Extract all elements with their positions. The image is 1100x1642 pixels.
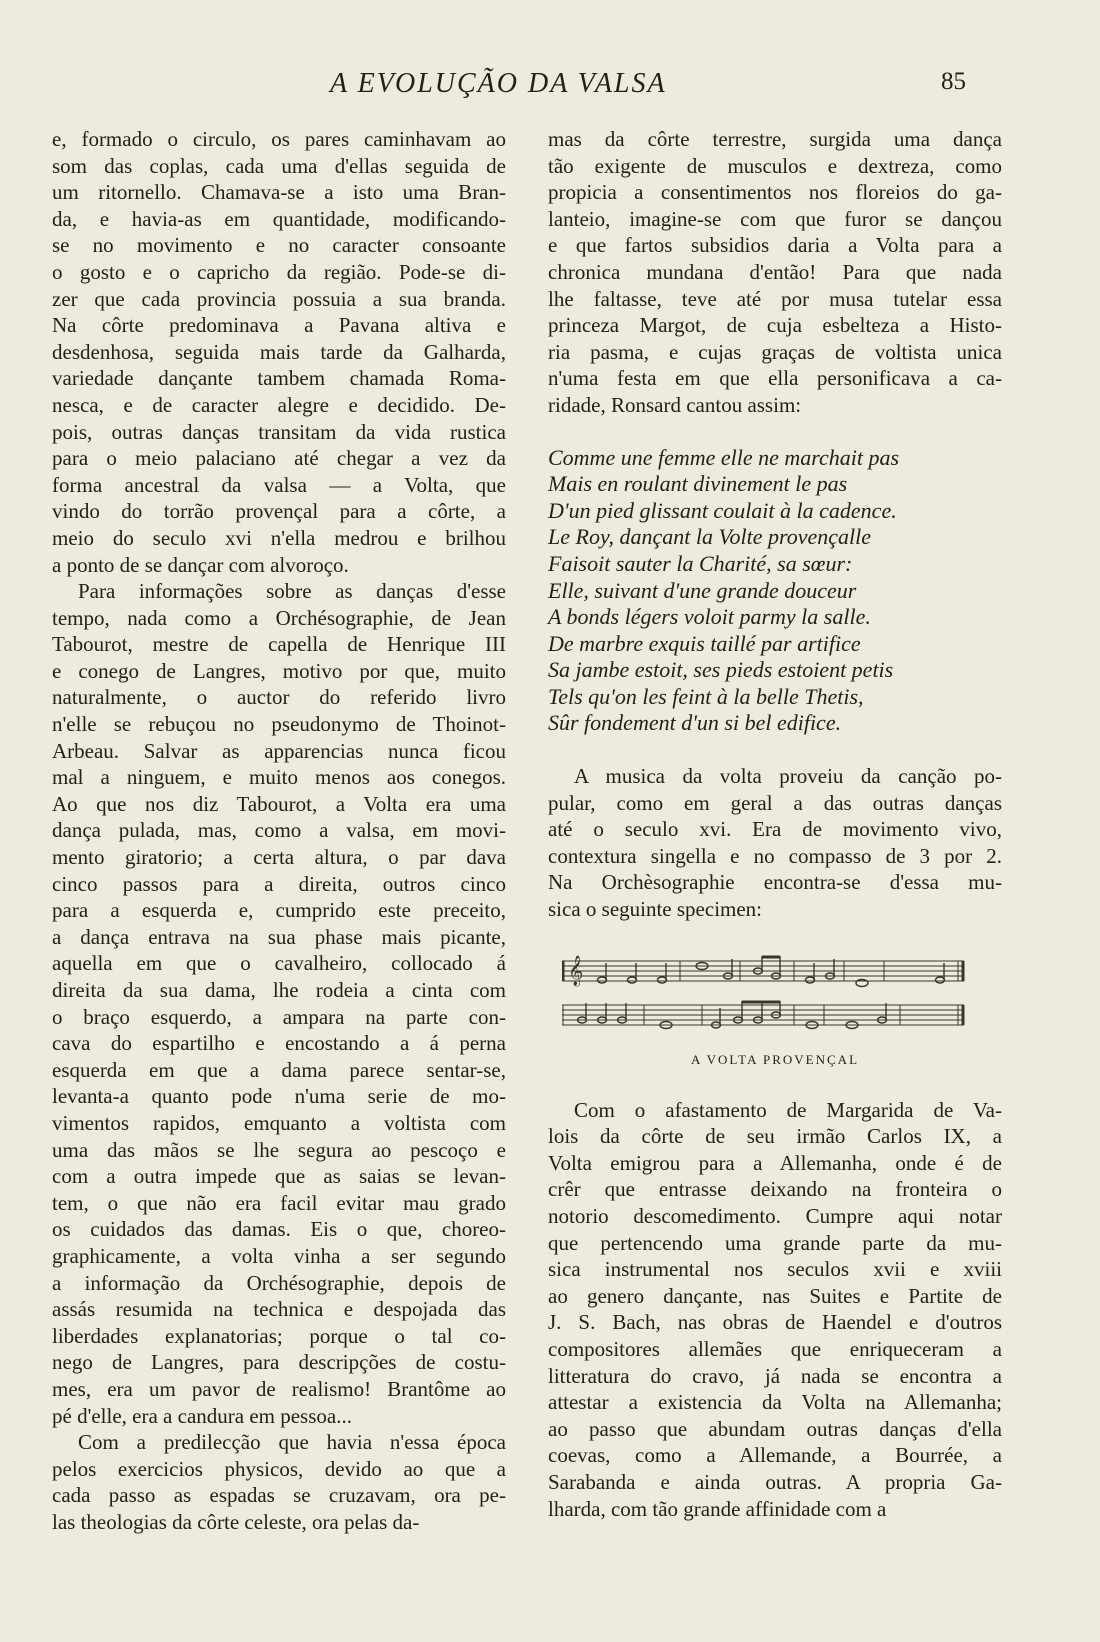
text-line: contextura singella e no compasso de 3 por 2. [548,843,1002,868]
text-line: sica o seguinte specimen: [548,897,763,922]
music-score [562,943,982,1039]
text-line: da, e havia-as em quantidade, modificando- [52,206,506,231]
poem-line: Faisoit sauter la Charité, sa sœur: [548,550,853,576]
paragraph [52,126,506,578]
text-line: Na Orchèsographie encontra-se d'essa mu- [548,870,1002,895]
running-title: A EVOLUÇÃO DA VALSA [330,68,667,99]
text-line: mal a ninguem, e muito menos aos conegos. [52,765,506,790]
text-line: pular, como em geral a das outras danças [548,790,1002,815]
text-line: las theologias da côrte celeste, ora pelas da- [52,1509,420,1534]
text-line: desdenhosa, seguida mais tarde da Galharda, [52,339,506,364]
text-line: n'uma festa em que ella personificava a ca- [548,366,1002,391]
poem-line: Tels qu'on les feint à la belle Thetis, [548,683,864,709]
poem-line: Le Roy, dançant la Volte provençalle [548,524,871,550]
text-line: ao genero dançante, nas Suites e Partite de [548,1283,1002,1308]
text-line: a ponto de se dançar com alvoroço. [52,552,349,577]
staff-2 [562,1005,964,1025]
music-figure [548,943,1002,1081]
text-line: lois da côrte de seu irmão Carlos IX, a [548,1124,1002,1149]
page-number: 85 [941,68,966,95]
text-line: Na côrte predominava a Pavana altiva e [52,313,506,338]
text-line: ria pasma, e cujas graças de voltista unica [548,339,1002,364]
text-line: lharda, com tão grande affinidade com a [548,1496,887,1521]
text-line: dança pulada, mas, como a valsa, em movi- [52,818,506,843]
text-line: lanteio, imagine-se com que furor se dançou [548,206,1002,231]
text-line: o gosto e o capricho da região. Pode-se di- [52,259,506,284]
poem-line: Comme une femme elle ne marchait pas [548,444,900,470]
right-column [548,126,1002,1522]
poem-line: Sa jambe estoit, ses pieds estoient petis [548,657,894,683]
text-line: esquerda em que a dama parece sentar-se, [52,1057,506,1082]
text-line: a informação da Orchésographie, depois de [52,1270,506,1295]
text-line: assás resumida na technica e despojada das [52,1297,506,1322]
text-line: ridade, Ronsard cantou assim: [548,392,802,417]
text-line: vimentos rapidos, emquanto a voltista com [52,1110,506,1135]
text-line: uma das mãos se lhe segura ao pescoço e [52,1137,506,1162]
left-column [52,126,506,1535]
text-line: naturalmente, o auctor do referido livro [52,685,506,710]
text-line: litteratura do cravo, já nada se encontra a [548,1363,1002,1388]
text-line: cava do espartilho e encostando a á perna [52,1031,506,1056]
text-line: que pertencendo uma grande parte da mu- [548,1230,1002,1255]
right-paragraph-1 [548,126,1002,419]
text-line: pé d'elle, era a candura em pessoa... [52,1403,352,1428]
text-line: vindo do torrão provençal para a côrte, a [52,499,506,524]
text-line: levanta-a quanto pode n'uma serie de mo- [52,1084,506,1109]
text-line: cinco passos para a direita, outros cinco [52,871,506,896]
text-line: chronica mundana d'então! Para que nada [548,259,1002,284]
text-line: e conego de Langres, motivo por que, muito [52,658,506,683]
right-paragraph-3 [548,1097,1002,1523]
text-line: tão exigente de musculos e dextreza, como [548,153,1002,178]
running-head [0,68,1100,108]
text-line: mes, era um pavor de realismo! Brantôme ao [52,1376,506,1401]
text-line: zer que cada provincia possuia a sua branda. [52,286,506,311]
text-line: cada passo as espadas se cruzavam, ora pe- [52,1483,506,1508]
text-line: nego de Langres, para descripções de costu- [52,1350,506,1375]
poem-line: D'un pied glissant coulait à la cadence. [548,497,897,523]
text-line: pelos exercicios physicos, devido ao que a [52,1456,506,1481]
poem-line: Sûr fondement d'un si bel edifice. [548,710,842,736]
poem-line: Elle, suivant d'une grande douceur [548,577,857,603]
text-line: tempo, nada como a Orchésographie, de Jean [52,605,506,630]
poem-line: De marbre exquis taillé par artifice [548,630,861,656]
text-line: A musica da volta proveiu da canção po- [574,764,1002,789]
text-line: para o meio palaciano até chegar a vez da [52,446,506,471]
text-line: Com a predilecção que havia n'essa época [78,1430,506,1455]
text-line: lhe faltasse, teve até por musa tutelar essa [548,286,1002,311]
text-line: para a esquerda e, cumprido este preceito, [52,898,506,923]
text-line: direita da sua dama, lhe rodeia a cinta com [52,978,506,1002]
text-line: e que fartos subsidios daria a Volta para a [548,233,1002,258]
text-line: com a outra impede que as saias se levan- [52,1164,506,1189]
text-line: o braço esquerdo, a ampara na parte con- [52,1004,506,1029]
text-line: Volta emigrou para a Allemanha, onde é de [548,1150,1002,1175]
text-line: coevas, como a Allemande, a Bourrée, a [548,1443,1002,1468]
text-line: n'elle se rebuçou no pseudonymo de Thoinot- [52,712,506,737]
text-line: graphicamente, a volta vinha a ser segundo [52,1243,506,1268]
text-line: mento giratorio; a certa altura, o par dava [52,845,506,870]
text-line: J. S. Bach, nas obras de Haendel e d'outros [548,1310,1002,1335]
text-line: e, formado o circulo, os pares caminhavam ao [52,127,506,151]
paragraph [52,1429,506,1535]
text-line: crêr que entrasse deixando na fronteira o [548,1177,1002,1202]
text-line: Ao que nos diz Tabourot, a Volta era uma [52,791,506,816]
text-line: mas da côrte terrestre, surgida uma dança [548,127,1002,151]
text-line: Com o afastamento de Margarida de Va- [574,1097,1002,1122]
text-line: sica instrumental nos seculos xvii e xviii [548,1257,1002,1282]
text-line: os cuidados das damas. Eis o que, choreo- [52,1217,506,1242]
text-line: pois, outras danças transitam da vida rustica [52,419,506,444]
treble-clef-icon: 𝄞 [568,955,584,986]
text-line: Sarabanda e ainda outras. A propria Ga- [548,1469,1002,1494]
text-line: se no movimento e no caracter consoante [52,233,506,258]
text-line: nesca, e de caracter alegre e decidido. De- [52,392,506,417]
text-line: notorio descomedimento. Cumpre aqui notar [548,1204,1002,1228]
poem-line: A bonds légers voloit parmy la salle. [548,604,871,630]
text-line: meio do seculo xvi n'ella medrou e brilhou [52,525,506,550]
text-line: princeza Margot, de cuja esbelteza a Histo- [548,313,1002,338]
text-line: attestar a existencia da Volta na Allemanha; [548,1390,1002,1415]
right-paragraph-2 [548,763,1002,923]
figure-caption: A VOLTA PROVENÇAL [690,1051,860,1067]
ronsard-poem [548,445,1002,738]
text-line: aquella em que o cavalheiro, collocado á [52,951,506,976]
text-line: a dança entrava na sua phase mais picante, [52,924,506,949]
text-line: som das coplas, cada uma d'ellas seguida de [52,153,506,178]
poem-line: Mais en roulant divinement le pas [548,471,848,497]
text-line: até o seculo xvi. Era de movimento vivo, [548,817,1002,842]
text-line: tem, o que não era facil evitar mau grado [52,1190,506,1215]
text-line: Arbeau. Salvar as apparencias nunca ficou [52,738,506,763]
text-line: Tabourot, mestre de capella de Henrique III [52,632,506,657]
paragraph [52,578,506,1429]
text-line: propicia a consentimentos nos floreios do ga- [548,180,1002,205]
text-line: Para informações sobre as danças d'esse [78,579,506,604]
text-line: forma ancestral da valsa — a Volta, que [52,472,506,497]
text-line: ao passo que abundam outras danças d'ella [548,1416,1002,1441]
text-line: compositores allemães que enriqueceram a [548,1336,1002,1361]
text-line: liberdades explanatorias; porque o tal co- [52,1323,506,1348]
text-line: variedade dançante tambem chamada Roma- [52,366,506,391]
text-line: um ritornello. Chamava-se a isto uma Bran- [52,180,506,205]
